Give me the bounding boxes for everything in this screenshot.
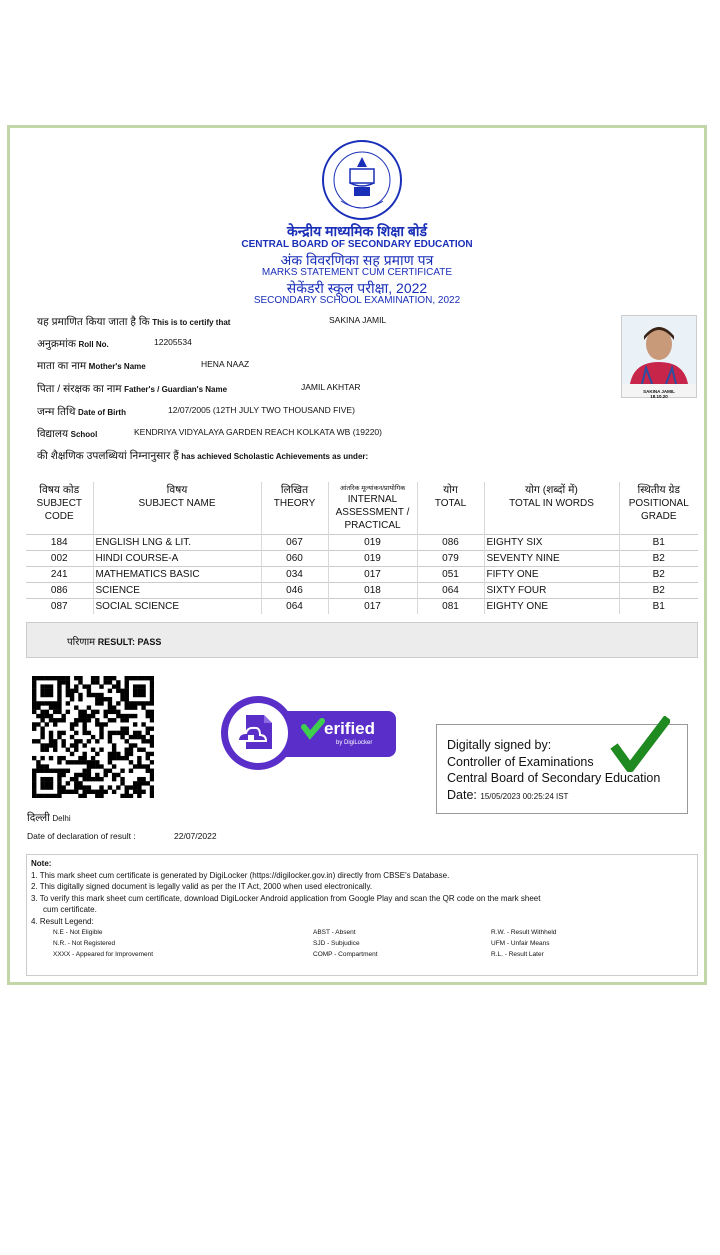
exam-english: SECONDARY SCHOOL EXAMINATION, 2022 xyxy=(253,295,461,306)
table-row: 086 SCIENCE 046 018 064 SIXTY FOUR B2 xyxy=(26,583,698,599)
date-of-birth: 12/07/2005 (12TH JULY TWO THOUSAND FIVE) xyxy=(168,405,355,415)
table-row: 087 SOCIAL SCIENCE 064 017 081 EIGHTY ONE B1 xyxy=(26,599,698,615)
declaration-date: 22/07/2022 xyxy=(174,831,217,841)
student-photo xyxy=(621,315,697,398)
achieved-row: की शैक्षणिक उपलब्धियां निम्नानुसार हैं has achieved Scholastic Achievements as under: xyxy=(37,450,369,462)
mother-row: माता का नाम Mother's Name HENA NAAZ xyxy=(37,359,250,372)
note-item: 3. To verify this mark sheet cum certificate, download DigiLocker Android application from Google Play and scan the QR code on the mark sheet xyxy=(31,893,541,903)
student-name: SAKINA JAMIL xyxy=(329,315,387,325)
header-internal: आंतरिक मूल्यांकन/प्रायोगिक INTERNAL ASSESSMENT / PRACTICAL xyxy=(328,482,417,535)
table-row: 241 MATHEMATICS BASIC 034 017 051 FIFTY ONE B2 xyxy=(26,567,698,583)
header-subject-name: विषय SUBJECT NAME xyxy=(93,482,261,535)
certify-row: यह प्रमाणित किया जाता है कि This is to certify that SAKINA JAMIL xyxy=(37,315,387,328)
signature-date-value: 15/05/2023 00:25:24 IST xyxy=(480,791,569,801)
certificate xyxy=(7,125,707,985)
board-name-english: CENTRAL BOARD OF SECONDARY EDUCATION xyxy=(241,239,473,250)
result-legend: N.E - Not Eligible ABST - Absent R.W. - Result Withheld N.R. - Not Registered SJD - Subjudice UFM - Unfair Means XXXX - Appeared for Improvement COMP - Compartment R.L. - Result Later xyxy=(53,929,557,958)
notes-title: Note: xyxy=(31,859,52,868)
exam-hindi: सेकेंडरी स्कूल परीक्षा, 2022 xyxy=(286,280,428,296)
digilocker-verified-badge xyxy=(220,693,398,773)
note-item: 4. Result Legend: xyxy=(31,916,94,926)
place: दिल्ली Delhi xyxy=(27,812,71,824)
photo-caption-date: 18.10.20 xyxy=(650,394,668,399)
verified-word: erified xyxy=(324,719,376,738)
note-item: 1. This mark sheet cum certificate is generated by DigiLocker (https://digilocker.gov.in) directly from CBSE's Database. xyxy=(31,870,450,880)
result-box xyxy=(26,622,698,658)
header-total: योग TOTAL xyxy=(417,482,484,535)
declaration-row xyxy=(27,831,217,841)
dob-row: जन्म तिथि Date of Birth 12/07/2005 (12TH JULY TWO THOUSAND FIVE) xyxy=(37,405,355,418)
father-row: पिता / संरक्षक का नाम Father's / Guardian's Name JAMIL AKHTAR xyxy=(37,382,361,395)
table-header-row xyxy=(26,482,698,535)
photo-caption-name: SAKINA JAMIL xyxy=(643,389,675,394)
result-value: RESULT: PASS xyxy=(97,637,162,647)
qr-code[interactable] xyxy=(32,676,154,798)
school-row: विद्यालय School KENDRIYA VIDYALAYA GARDEN REACH KOLKATA WB (19220) xyxy=(37,427,382,440)
header-subject-code: विषय कोड SUBJECT CODE xyxy=(26,482,93,535)
signature-line3: Central Board of Secondary Education xyxy=(447,771,661,785)
notes-box xyxy=(26,854,698,976)
note-item: 2. This digitally signed document is legally valid as per the IT Act, 2000 when used electronically. xyxy=(31,882,373,891)
cbse-seal-logo xyxy=(321,139,403,221)
header-theory: लिखित THEORY xyxy=(261,482,328,535)
result-label-hindi: परिणाम xyxy=(67,637,96,648)
signature-line2: Controller of Examinations xyxy=(447,754,594,769)
board-name-hindi: केन्द्रीय माध्यमिक शिक्षा बोर्ड xyxy=(287,223,427,239)
roll-row: अनुक्रमांक Roll No. 12205534 xyxy=(37,337,192,350)
signature-date-label: Date: xyxy=(447,787,477,802)
table-row: 184 ENGLISH LNG & LIT. 067 019 086 EIGHTY SIX B1 xyxy=(26,535,698,551)
signature-valid-tick-icon xyxy=(610,716,670,772)
signature-line1: Digitally signed by: xyxy=(447,738,552,752)
title-hindi: अंक विवरणिका सह प्रमाण पत्र xyxy=(280,252,434,268)
declaration-label: Date of declaration of result : xyxy=(27,831,136,841)
marks-table xyxy=(26,482,698,614)
title-english: MARKS STATEMENT CUM CERTIFICATE xyxy=(261,267,453,278)
header-total-words: योग (शब्दों में) TOTAL IN WORDS xyxy=(484,482,619,535)
father-name: JAMIL AKHTAR xyxy=(301,382,361,392)
table-row: 002 HINDI COURSE-A 060 019 079 SEVENTY NINE B2 xyxy=(26,551,698,567)
school-name: KENDRIYA VIDYALAYA GARDEN REACH KOLKATA WB (19220) xyxy=(134,427,382,437)
header-grade: स्थितीय ग्रेड POSITIONAL GRADE xyxy=(628,484,689,522)
mother-name: HENA NAAZ xyxy=(201,359,250,369)
verified-by: by DigiLocker xyxy=(336,740,373,746)
roll-number: 12205534 xyxy=(154,337,192,347)
note-item: cum certificate. xyxy=(43,905,97,914)
